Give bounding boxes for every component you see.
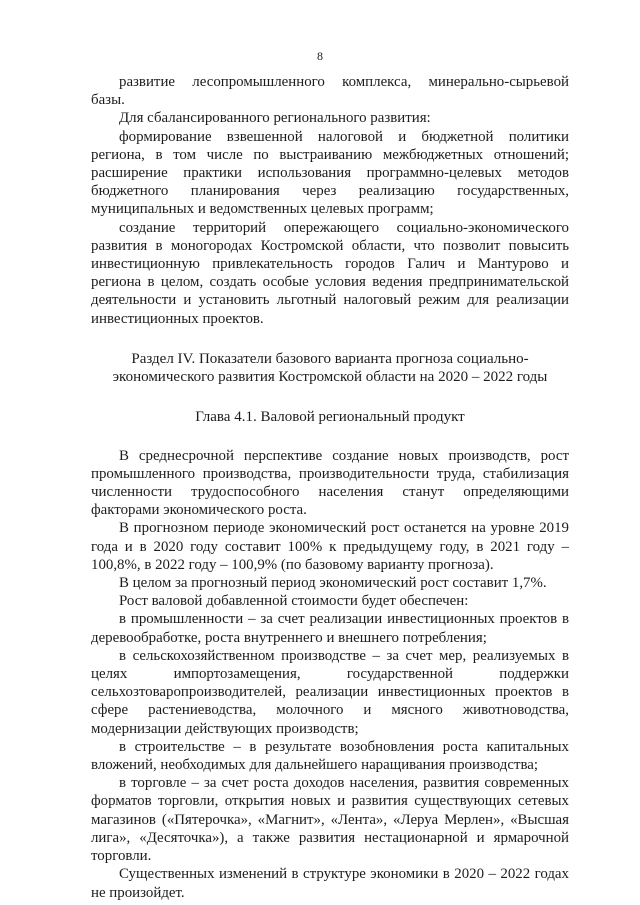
paragraph: в торговле – за счет роста доходов населения, развития современных форматов торговли, открытия новых и развития существующих сетевых магазинов («Пятерочка», «Магнит», «Лента», «Леруа Мерлен», «Высшая лига», «Десяточка»), а также развития нестационарной и ярмарочной торговли. — [91, 775, 569, 865]
paragraph: формирование взвешенной налоговой и бюджетной политики региона, в том числе по выстраиванию межбюджетных отношений; расширение практики использования программно-целевых методов бюджетного планирования через реализацию государственных, муниципальных и ведомственных целевых программ; — [91, 128, 569, 218]
paragraph: в промышленности – за счет реализации инвестиционных проектов в деревообработке, роста внутреннего и внешнего потребления; — [91, 611, 569, 646]
section-heading-line-1: Раздел IV. Показатели базового варианта прогноза социально- — [131, 350, 529, 367]
section-heading-line-2: экономического развития Костромской области на 2020 – 2022 годы — [112, 369, 548, 386]
section-heading — [91, 350, 569, 387]
paragraph: в сельскохозяйственном производстве – за счет мер, реализуемых в целях импортозамещения, государственной поддержки сельхозтоваропроизводителей, реализации инвестиционных проектов в сфере растениеводства, молочного и мясного животноводства, модернизации действующих производств; — [91, 647, 569, 737]
paragraph: Рост валовой добавленной стоимости будет обеспечен: — [119, 593, 469, 610]
page-body — [91, 73, 569, 902]
paragraph: в строительстве – в результате возобновления роста капитальных вложений, необходимых для дальнейшего наращивания производства; — [91, 738, 569, 774]
bottom-paragraphs — [91, 447, 569, 902]
paragraph: создание территорий опережающего социально-экономического развития в моногородах Костромской области, что позволит повысить инвестиционную привлекательность городов Галич и Мантурово и региона в целом, создать особые условия ведения предпринимательской деятельности и установить льготный налоговый режим для реализации инвестиционных проектов. — [91, 219, 569, 327]
paragraph: базы. — [91, 92, 125, 109]
paragraph: В целом за прогнозный период экономический рост составит 1,7%. — [119, 575, 547, 592]
paragraph: Для сбалансированного регионального развития: — [119, 110, 431, 127]
paragraph: Существенных изменений в структуре экономики в 2020 – 2022 годах не произойдет. — [91, 866, 569, 901]
paragraph: В прогнозном периоде экономический рост останется на уровне 2019 года и в 2020 году составит 100% к предыдущему году, в 2021 году – 100,8%, в 2022 году – 100,9% (по базовому варианту прогноза). — [91, 520, 569, 573]
top-paragraphs — [91, 73, 569, 328]
paragraph: развитие лесопромышленного комплекса, минерально-сырьевой — [119, 74, 569, 90]
paragraph: В среднесрочной перспективе создание новых производств, рост промышленного производства, производительности труда, стабилизация численности трудоспособного населения станут определяющими факторами экономического роста. — [91, 447, 569, 519]
chapter-heading: Глава 4.1. Валовой региональный продукт — [195, 409, 465, 426]
page-number: 8 — [317, 49, 323, 63]
